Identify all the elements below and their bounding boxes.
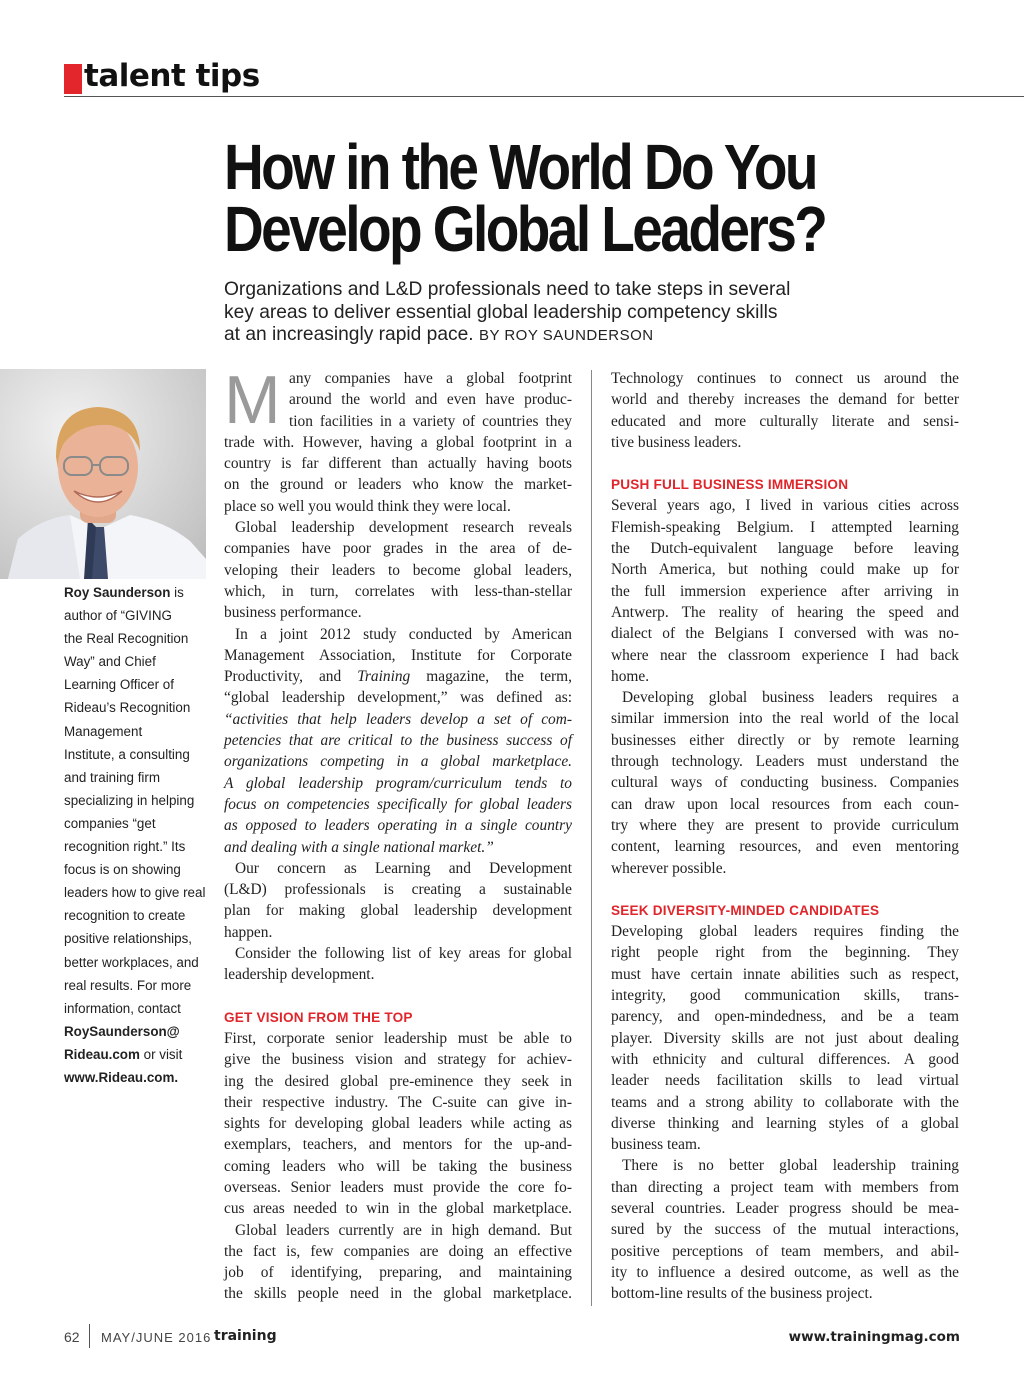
bio-text: Management	[64, 723, 143, 739]
body-text-line: their respective industry. The C-suite can give in-	[224, 1093, 572, 1111]
body-text-line: There is no better global leadership training	[622, 1157, 959, 1175]
body-text-line: Productivity, and Training magazine, the term,	[224, 668, 572, 686]
article-deck	[224, 279, 864, 348]
deck-line: key areas to deliver essential global leadership competency skills	[224, 301, 778, 323]
bio-text: Learning Officer of	[64, 677, 174, 693]
bio-line	[64, 951, 209, 974]
article-title	[224, 131, 895, 265]
body-text-line: any companies have a global footprint	[289, 370, 572, 387]
header-rule	[64, 96, 1024, 97]
body-text-line: diverse thinking and learning styles of a global	[611, 1114, 959, 1132]
body-text-line: trade with. However, having a global footprint in a	[224, 433, 572, 451]
byline: BY ROY SAUNDERSON	[478, 327, 654, 344]
bio-line	[64, 904, 209, 927]
body-text-line: than directing a project team with members from	[611, 1178, 959, 1196]
body-text-line: business performance.	[224, 604, 362, 622]
body-text-line: happen.	[224, 923, 273, 941]
bio-text: the Real Recognition	[64, 631, 189, 647]
body-text-line: on the ground or leaders who know the market-	[224, 476, 572, 494]
bio-text: better workplaces, and	[64, 954, 199, 970]
body-text-line: A global leadership program/curriculum tends to	[224, 774, 572, 792]
bio-text: positive relationships,	[64, 931, 193, 947]
bio-text: information, contact	[64, 1000, 181, 1016]
body-text-line: with ethnicity and cultural differences. A good	[611, 1050, 959, 1068]
bio-text: recognition to create	[64, 908, 186, 924]
body-text-line: business team.	[611, 1136, 701, 1154]
body-text-line: ity to influence a desired outcome, as well as the	[611, 1263, 959, 1281]
body-text-line: wherever possible.	[611, 859, 727, 877]
section-subhead: GET VISION FROM THE TOP	[224, 1009, 413, 1025]
title-line: How in the World Do You	[224, 131, 816, 203]
body-text-line: Antwerp. The reality of hearing the speed and	[611, 603, 959, 621]
body-text-line: world and thereby increases the demand for better	[611, 391, 959, 409]
bio-line	[64, 766, 209, 789]
body-text-line: exemplars, teachers, and mentors for the up-and-	[224, 1136, 572, 1154]
deck-line	[224, 324, 864, 348]
bio-line	[64, 858, 209, 881]
body-text-line: the skills people need in the global marketplace.	[224, 1285, 572, 1303]
section-accent-bar	[64, 64, 82, 94]
body-text-line: “activities that help leaders develop a set of com-	[224, 710, 572, 728]
body-text-line: ing the desired global pre-eminence they seek in	[224, 1072, 572, 1090]
bio-text: or visit	[139, 1046, 183, 1062]
section-label: talent tips	[84, 58, 260, 94]
bio-line	[64, 1020, 209, 1043]
paragraph-gap	[611, 879, 959, 900]
bio-line	[64, 720, 209, 743]
body-text-line: home.	[611, 667, 650, 685]
body-text-line: petencies that are critical to the business success of	[224, 732, 572, 750]
bio-text: Rideau’s Recognition	[64, 700, 191, 716]
body-text-line: around the world and even have produc-	[289, 391, 572, 409]
body-text-line: place so well you would think they were local.	[224, 497, 511, 515]
bio-line	[64, 604, 209, 627]
bio-bold-text[interactable]: Rideau.com	[64, 1046, 140, 1062]
drop-cap: M	[224, 362, 281, 438]
bio-text: recognition right.” Its	[64, 839, 186, 855]
body-text-line: overseas. Senior leaders must provide the core fo-	[224, 1178, 572, 1196]
body-text-line: bottom-line results of the business project.	[611, 1285, 873, 1303]
bio-line	[64, 627, 209, 650]
body-text-line: First, corporate senior leadership must be able to	[224, 1029, 572, 1047]
body-text-line: country is far different than actually having boots	[224, 455, 572, 473]
body-text-line: Technology continues to connect us around the	[611, 370, 959, 387]
bio-text: Way” and Chief	[64, 654, 156, 670]
magazine-title-italic: Training	[357, 668, 411, 686]
body-text-line: the full immersion experience after arriving in	[611, 582, 959, 600]
bio-line	[64, 581, 209, 604]
body-text-line: cus areas needed to win in the global marketplace.	[224, 1200, 572, 1218]
deck-line-text: at an increasingly rapid pace.	[224, 324, 474, 345]
bio-line	[64, 673, 209, 696]
body-text-line: cultural ways of conducting business. Companies	[611, 774, 959, 792]
body-text-line: try where they are present to provide curriculum	[611, 816, 959, 834]
body-text-line: where near the classroom experience I had back	[611, 646, 959, 664]
body-text-line: content, learning resources, and even mentoring	[611, 838, 959, 856]
body-text-line: businesses either directly or by remote learning	[611, 731, 959, 749]
bio-text: and training firm	[64, 769, 161, 785]
body-text-line: similar immersion into the real world of the local	[611, 710, 959, 728]
body-text-line: right people right from the beginning. They	[611, 944, 959, 962]
website-link[interactable]: www.trainingmag.com	[788, 1329, 960, 1345]
body-text-line: Several years ago, I lived in various cities across	[611, 497, 959, 515]
bio-line	[64, 812, 209, 835]
body-text-line: focus on competencies specifically for global leaders	[224, 795, 572, 813]
bio-line	[64, 881, 209, 904]
bio-line	[64, 696, 209, 719]
body-text-line: give the business vision and strategy for achiev-	[224, 1051, 572, 1069]
body-text-line: sights for developing global leaders while acting as	[224, 1115, 572, 1133]
body-text-line: the fact is, few companies are doing an effective	[224, 1242, 572, 1260]
bio-line	[64, 1066, 209, 1089]
body-text-line: parency, and open-mindedness, and be a team	[611, 1008, 959, 1026]
bio-line	[64, 997, 209, 1020]
bio-text: leaders how to give real	[64, 885, 206, 901]
bio-text: specializing in helping	[64, 792, 195, 808]
bio-text: focus is on showing	[64, 862, 181, 878]
body-text-line: Management Association, Institute for Corporate	[224, 646, 572, 664]
body-text-line: Our concern as Learning and Development	[235, 859, 572, 877]
paragraph-gap	[611, 453, 959, 474]
body-text-line: teams and a strong ability to collaborate with the	[611, 1093, 959, 1111]
body-column-2	[611, 368, 959, 1304]
column-divider	[591, 370, 592, 1306]
body-text-line: (L&D) professionals is creating a sustainable	[224, 881, 572, 899]
body-text-line: organizations competing in a global marketplace.	[224, 753, 572, 771]
body-text-line: North America, but nothing could make up for	[611, 561, 959, 579]
bio-text: Institute, a consulting	[64, 746, 190, 762]
body-text-line: plan for making global leadership development	[224, 902, 572, 920]
body-text-line: Flemish-speaking Belgium. I attempted learning	[611, 518, 959, 536]
body-text-line: tive business leaders.	[611, 433, 742, 451]
author-bio	[64, 581, 209, 1089]
body-text-line: leadership development.	[224, 966, 375, 984]
body-text-line: tion facilities in a variety of countries they	[289, 412, 572, 430]
body-text-line: educated and more culturally literate and sensi-	[611, 412, 959, 430]
body-text-line: several countries. Leader progress should be mea-	[611, 1199, 959, 1217]
body-text-line: In a joint 2012 study conducted by American	[235, 625, 572, 643]
body-text-line: can draw upon local resources from each coun-	[611, 795, 959, 813]
issue-date: MAY/JUNE 2016	[101, 1330, 212, 1345]
body-column-1	[224, 362, 572, 1305]
bio-text: is	[170, 585, 184, 600]
body-text-line: job of identifying, preparing, and maintaining	[224, 1264, 572, 1282]
bio-line	[64, 743, 209, 766]
body-text-line: Developing global leaders requires finding the	[611, 923, 959, 941]
magazine-name: training	[214, 1328, 277, 1344]
bio-line	[64, 974, 209, 997]
bio-text: author of “GIVING	[64, 608, 172, 624]
bio-bold-text[interactable]: RoySaunderson@	[64, 1023, 180, 1039]
body-text-line: and dealing with a single national market.”	[224, 838, 494, 856]
author-portrait-icon	[0, 369, 206, 579]
section-subhead: PUSH FULL BUSINESS IMMERSION	[611, 477, 849, 493]
body-text-line: player. Diversity skills are not just about dealing	[611, 1029, 959, 1047]
body-text-line: Global leadership development research reveals	[235, 519, 572, 537]
bio-line	[64, 650, 209, 673]
body-text-line: through technology. Leaders must understand the	[611, 753, 959, 771]
body-text-line: companies have poor grades in the area of de-	[224, 540, 572, 558]
paragraph-gap	[224, 986, 572, 1007]
body-text-line: veloping their leaders to become global leaders,	[224, 561, 572, 579]
body-text-line: positive perceptions of team members, and abil-	[611, 1242, 959, 1260]
title-line: Develop Global Leaders?	[224, 193, 826, 265]
body-text-line: leader needs facilitation skills to lead virtual	[611, 1072, 959, 1090]
body-text-line: integrity, good communication skills, trans-	[611, 987, 959, 1005]
page-number: 62	[64, 1329, 80, 1345]
body-text-line: Consider the following list of key areas for global	[235, 945, 572, 963]
body-text-line: dialect of the Belgians I conversed with was no-	[611, 625, 959, 643]
body-text-line: Developing global business leaders requires a	[622, 689, 959, 707]
body-text-line: “global leadership development,” was defined as:	[224, 689, 572, 707]
footer-divider	[89, 1324, 90, 1348]
bio-text: real results. For more	[64, 977, 192, 993]
bio-line	[64, 1043, 209, 1066]
bio-text: companies “get	[64, 815, 156, 831]
body-text-line: sured by the success of the mutual interactions,	[611, 1221, 959, 1239]
bio-line	[64, 835, 209, 858]
body-text-line: Global leaders currently are in high demand. But	[235, 1221, 572, 1239]
body-text-line: which, in turn, correlates with less-than-stellar	[224, 582, 572, 600]
body-text-line: as opposed to leaders operating in a single country	[224, 817, 572, 835]
bio-bold-text: Roy Saunderson	[64, 585, 171, 600]
body-text-line: the Dutch-equivalent language before leaving	[611, 540, 959, 558]
deck-line: Organizations and L&D professionals need to take steps in several	[224, 279, 791, 300]
bio-line	[64, 789, 209, 812]
bio-bold-text[interactable]: www.Rideau.com.	[64, 1069, 179, 1085]
body-text-line: coming leaders who will be taking the business	[224, 1157, 572, 1175]
body-text-line: must have certain innate abilities such as respect,	[611, 965, 959, 983]
bio-line	[64, 927, 209, 950]
section-subhead: SEEK DIVERSITY-MINDED CANDIDATES	[611, 902, 880, 918]
